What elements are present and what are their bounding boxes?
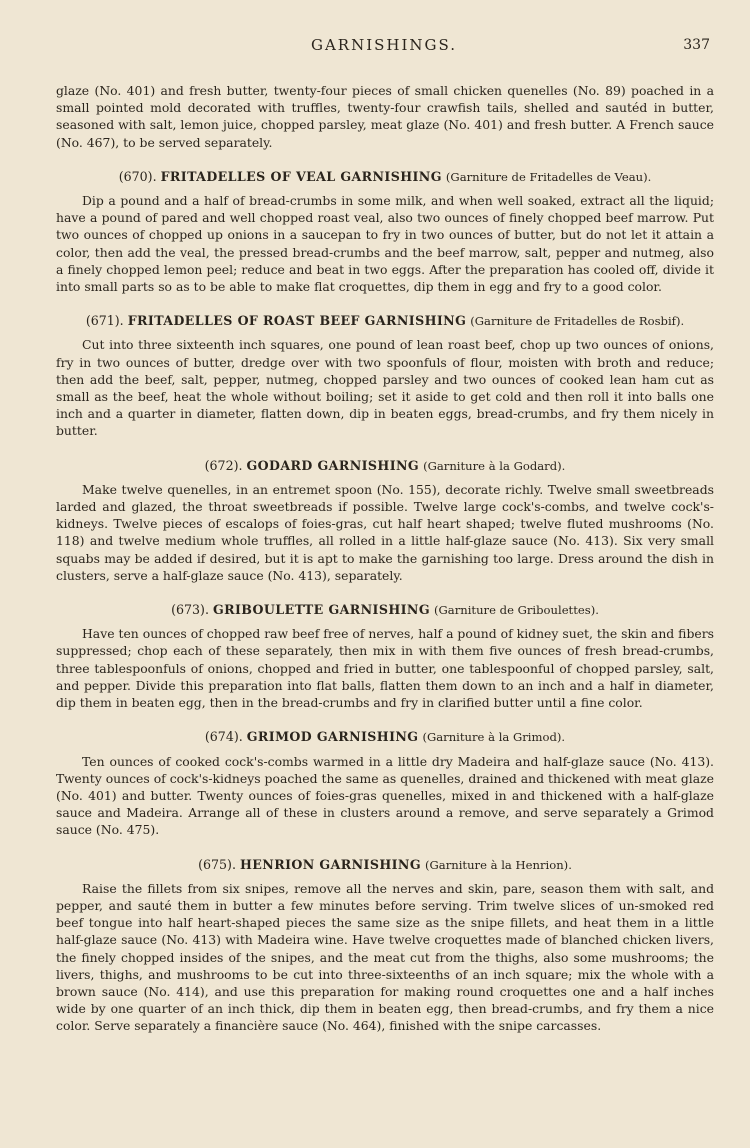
recipe-heading-673 (56, 601, 714, 619)
recipe-heading-671 (56, 312, 714, 330)
recipe-number: (673). (171, 602, 209, 618)
recipe-text-674: Ten ounces of cooked cock's-combs warmed in a little dry Madeira and half-glaze sauce (No. 413). Twenty ounces of cock's-kidneys poached the same as quenelles, drained and thickened with meat glaze (No. 401) and butter. Twenty ounces of foies-gras quenelles, mixed in and thickened with a half-glaze sauce and Madeira. Arrange all of these in clusters around a remove, and serve separately a Grimod sauce (No. 475). (56, 753, 714, 838)
recipe-heading-672 (56, 457, 714, 475)
running-title: GARNISHINGS. (310, 36, 458, 54)
recipe-french-title: (Garniture à la Grimod). (422, 730, 566, 745)
continued-paragraph: glaze (No. 401) and fresh butter, twenty-four pieces of small chicken quenelles (No. 89) poached in a small pointed mold decorated with truffles, twenty-four crawfish tails, shelled and sautéd in butter, seasoned with salt, lemon juice, chopped parsley, meat glaze (No. 401) and fresh butter. A French sauce (No. 467), to be served separately. (56, 83, 714, 150)
recipe-number: (670). (118, 168, 157, 184)
recipe-title: HENRION GARNISHING (240, 856, 421, 872)
running-head (56, 36, 712, 58)
page-content (56, 82, 714, 1035)
recipe-number: (672). (204, 457, 243, 473)
recipe-text-672: Make twelve quenelles, in an entremet spoon (No. 155), decorate richly. Twelve small sweetbreads larded and glazed, the throat sweetbreads if possible. Twelve large cock's-combs, and twelve cock's-kidneys. Twelve pieces of escalops of foies-gras, cut half heart shaped; twelve fluted mushrooms (No. 118) and twelve medium whole truffles, all rolled in a little half-glaze sauce (No. 413). Six very small squabs may be added if desired, but it is apt to make the garnishing too large. Dress around the dish in clusters, serve a half-glaze sauce (No. 413), separately. (56, 481, 714, 583)
recipe-text-671: Cut into three sixteenth inch squares, one pound of lean roast beef, chop up two ounces of onions, fry in two ounces of butter, dredge over with two spoonfuls of flour, moisten with broth and reduce; then add the beef, salt, pepper, nutmeg, chopped parsley and two ounces of cooked lean ham cut as small as the beef, heat the whole without boiling; set it aside to get cold and then roll it into balls one inch and a quarter in diameter, flatten down, dip in beaten eggs, bread-crumbs, and fry them nicely in butter. (56, 337, 714, 439)
recipe-text-675: Raise the fillets from six snipes, remove all the nerves and skin, pare, season them with salt, and pepper, and sauté them in butter a few minutes before serving. Trim twelve slices of un-smoked red beef tongue into half heart-shaped pieces the same size as the snipe fillets, and heat them in a little half-glaze sauce (No. 413) with Madeira wine. Have twelve croquettes made of blanched chicken livers, the finely chopped insides of the snipes, and the meat cut from the thighs, also some mushrooms; the livers, thighs, and mushrooms to be cut into three-sixteenths of an inch square; mix the whole with a brown sauce (No. 414), and use this preparation for making round croquettes one and a half inches wide by one quarter of an inch thick, dip them in beaten egg, then bread-crumbs, and fry them a nice color. Serve separately a financière sauce (No. 464), finished with the snipe carcasses. (56, 880, 714, 1034)
page-number: 337 (683, 37, 710, 53)
recipe-number: (675). (198, 856, 236, 872)
recipe-title: GODARD GARNISHING (246, 457, 420, 473)
recipe-title: GRIBOULETTE GARNISHING (212, 602, 430, 618)
recipe-heading-670 (56, 168, 714, 186)
recipe-french-title: (Garniture à la Godard). (423, 458, 566, 473)
recipe-french-title: (Garniture de Griboulettes). (434, 603, 599, 618)
recipe-heading-675 (56, 856, 714, 874)
recipe-number: (671). (85, 313, 124, 329)
recipe-french-title: (Garniture de Fritadelles de Veau). (445, 169, 652, 184)
recipe-french-title: (Garniture de Fritadelles de Rosbif). (470, 314, 685, 329)
recipe-text-670: Dip a pound and a half of bread-crumbs in some milk, and when well soaked, extract all the liquid; have a pound of pared and well chopped roast veal, also two ounces of finely chopped beef marrow. Put two ounces of chopped up onions in a saucepan to fry in two ounces of butter, but do not let it attain a color, then add the veal, the pressed bread-crumbs and the beef marrow, salt, pepper and nutmeg, also a finely chopped lemon peel; reduce and beat in two eggs. After the preparation has cooled off, divide it into small parts so as to be able to make flat croquettes, dip them in egg and fry to a good color. (56, 193, 714, 295)
recipe-title: GRIMOD GARNISHING (246, 729, 419, 745)
recipe-french-title: (Garniture à la Henrion). (425, 857, 572, 872)
recipe-number: (674). (204, 729, 243, 745)
recipe-title: FRITADELLES OF VEAL GARNISHING (160, 168, 442, 184)
recipe-heading-674 (56, 728, 714, 746)
recipe-text-673: Have ten ounces of chopped raw beef free of nerves, half a pound of kidney suet, the skin and fibers suppressed; chop each of these separately, then mix in with them five ounces of fresh bread-crumbs, three tablespoonfuls of onions, chopped and fried in butter, one tablespoonful of chopped parsley, salt, and pepper. Divide this preparation into flat balls, flatten them down to an inch and a half in diameter, dip them in beaten egg, then in the bread-crumbs and fry in clarified butter until a fine color. (56, 626, 714, 711)
recipe-title: FRITADELLES OF ROAST BEEF GARNISHING (127, 313, 467, 329)
